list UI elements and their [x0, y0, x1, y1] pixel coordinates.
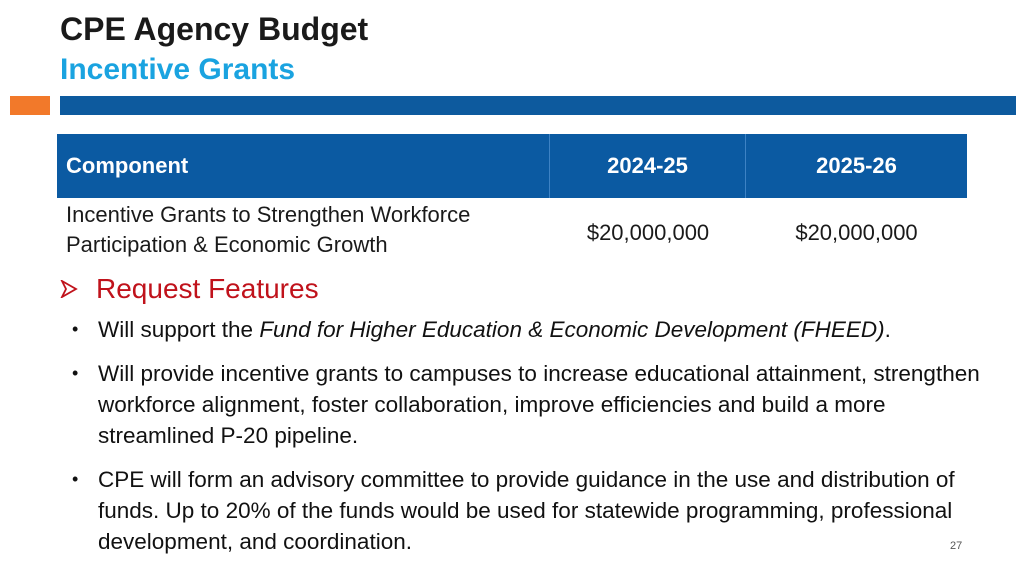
table-header-row	[57, 134, 967, 198]
request-features-heading	[60, 272, 319, 306]
component-cell	[57, 198, 550, 262]
amount-2024-25: $20,000,000	[586, 220, 710, 245]
bullet-1-prefix: Will support the	[98, 317, 260, 342]
bullet-dot-icon: •	[72, 363, 79, 383]
slide-title: CPE Agency Budget	[60, 11, 369, 47]
bullet-dot-icon: •	[72, 469, 79, 489]
header-fy2024-25: 2024-25	[550, 134, 746, 198]
amount-2025-26: $20,000,000	[795, 220, 918, 245]
list-item	[72, 314, 1002, 345]
features-list	[72, 314, 1002, 570]
budget-table	[57, 134, 967, 262]
request-features-label: Request Features	[96, 273, 319, 304]
component-line-2: Participation & Economic Growth	[66, 232, 388, 257]
accent-bar-orange	[10, 96, 50, 115]
slide-subtitle: Incentive Grants	[60, 53, 296, 86]
header-fy2025-26: 2025-26	[816, 153, 897, 178]
bullet-3-text: CPE will form an advisory committee to provide guidance in the use and distribution of funds. Up to 20% of the funds would be used for statewide programming, professional development, and coordination.	[98, 467, 955, 554]
header-component: Component	[57, 134, 550, 198]
accent-bar-blue	[60, 96, 1016, 115]
page-number: 27	[950, 540, 963, 552]
list-item	[72, 464, 1002, 557]
bullet-dot-icon: •	[72, 319, 79, 339]
component-line-1: Incentive Grants to Strengthen Workforce	[66, 202, 471, 227]
bullet-1-suffix: .	[884, 317, 891, 342]
bullet-1-emphasis: Fund for Higher Education & Economic Development (FHEED)	[259, 317, 885, 342]
bullet-2-text: Will provide incentive grants to campuses to increase educational attainment, strengthen workforce alignment, foster collaboration, improve efficiencies and build a more streamlined P-20 pipeline.	[98, 361, 980, 448]
table-row	[57, 198, 967, 262]
list-item	[72, 358, 1002, 451]
arrow-bullet-icon	[60, 280, 78, 298]
